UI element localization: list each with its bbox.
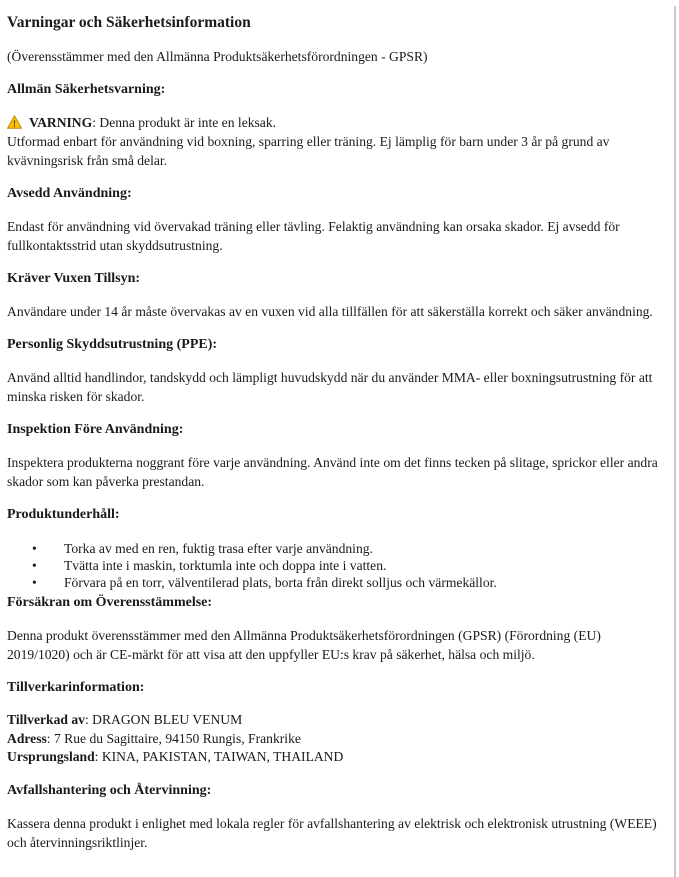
warning-label-suffix: : Denna produkt är inte en leksak. — [92, 115, 277, 130]
manufacturer-row-value: 7 Rue du Sagittaire, 94150 Rungis, Frankrike — [53, 730, 301, 746]
section-heading-ppe: Personlig Skyddsutrustning (PPE): — [7, 337, 218, 352]
manufacturer-row-value: DRAGON BLEU VENUM — [92, 712, 243, 727]
gpsr-subtitle: (Överensstämmer med den Allmänna Produktsäkerhetsförordningen - GPSR) — [7, 49, 428, 64]
section-general-warning — [7, 80, 661, 170]
section-inspection — [7, 420, 661, 491]
warning-block — [7, 113, 661, 170]
section-disposal — [7, 781, 661, 852]
bullet-icon: • — [32, 541, 37, 556]
section-heading-supervision: Kräver Vuxen Tillsyn: — [7, 271, 141, 286]
manufacturer-row-label: Adress — [7, 730, 47, 746]
list-item — [7, 574, 661, 591]
manufacturer-row-value: KINA, PAKISTAN, TAIWAN, THAILAND — [101, 749, 344, 764]
section-supervision — [7, 269, 661, 321]
paragraph-supervision: Användare under 14 år måste övervakas av en vuxen vid alla tillfällen för att säkerställa korrekt och säker användning. — [7, 304, 653, 319]
paragraph-conformity: Denna produkt överensstämmer med den Allmänna Produktsäkerhetsförordningen (GPSR) (Förordning (EU) 2019/1020) och är CE-märkt för att visa att den uppfyller EU:s krav på säkerhet, hälsa och miljö. — [7, 628, 601, 662]
section-intended-use — [7, 184, 661, 255]
paragraph-disposal: Kassera denna produkt i enlighet med lokala regler för avfallshantering av elektrisk och elektronisk utrustning (WEEE) och återvinningsriktlinjer. — [7, 815, 657, 850]
section-heading-maintenance: Produktunderhåll: — [7, 507, 120, 522]
bullet-text: Torka av med en ren, fuktig trasa efter varje användning. — [64, 541, 373, 556]
section-heading-general-warning: Allmän Säkerhetsvarning: — [7, 82, 166, 97]
warning-line — [7, 113, 661, 132]
bullet-icon: • — [32, 558, 37, 573]
bullet-text: Förvara på en torr, välventilerad plats, borta från direkt solljus och värmekällor. — [64, 575, 497, 590]
paragraph-inspection: Inspektera produkterna noggrant före varje användning. Använd inte om det finns tecken på slitage, sprickor eller andra skador som kan påverka prestandan. — [7, 455, 658, 489]
bullet-icon: • — [32, 575, 37, 590]
manufacturer-row-label: Tillverkad av — [7, 712, 85, 727]
section-heading-conformity: Försäkran om Överensstämmelse: — [7, 595, 213, 610]
maintenance-bullet-list — [7, 540, 661, 591]
label-separator: : — [84, 712, 93, 727]
section-heading-intended-use: Avsedd Användning: — [7, 186, 132, 201]
page-title: Varningar och Säkerhetsinformation — [7, 14, 251, 31]
section-maintenance — [7, 505, 661, 591]
warning-exclamation-glyph: ! — [12, 120, 17, 129]
label-separator: : — [46, 730, 54, 746]
section-heading-manufacturer: Tillverkarinformation: — [7, 680, 145, 695]
manufacturer-row — [7, 730, 661, 749]
section-conformity — [7, 593, 661, 664]
manufacturer-info-block — [7, 711, 661, 767]
warning-label: VARNING — [29, 115, 93, 130]
manufacturer-row — [7, 748, 661, 767]
page-edge-line — [674, 6, 676, 877]
list-item — [7, 557, 661, 574]
section-ppe — [7, 335, 661, 406]
bullet-text: Tvätta inte i maskin, torktumla inte och doppa inte i vatten. — [64, 558, 387, 573]
label-separator: : — [94, 749, 102, 764]
paragraph-ppe: Använd alltid handlindor, tandskydd och lämpligt huvudskydd när du använder MMA- eller boxningsutrustning för att minska risken för skador. — [7, 370, 653, 404]
paragraph-intended-use: Endast för användning vid övervakad träning eller tävling. Felaktig användning kan orsaka skador. Ej avsedd för fullkontaktsstrid utan skyddsutrustning. — [7, 219, 620, 253]
warning-triangle-icon — [7, 115, 22, 129]
section-heading-disposal: Avfallshantering och Återvinning: — [7, 782, 212, 798]
manufacturer-row — [7, 711, 661, 730]
manufacturer-row-label: Ursprungsland — [7, 749, 95, 764]
list-item — [7, 540, 661, 557]
section-manufacturer — [7, 678, 661, 767]
section-heading-inspection: Inspektion Före Användning: — [7, 422, 184, 437]
paragraph-general-warning: Utformad enbart för användning vid boxning, sparring eller träning. Ej lämplig för barn under 3 år på grund av kvävningsrisk från små delar. — [7, 134, 610, 168]
